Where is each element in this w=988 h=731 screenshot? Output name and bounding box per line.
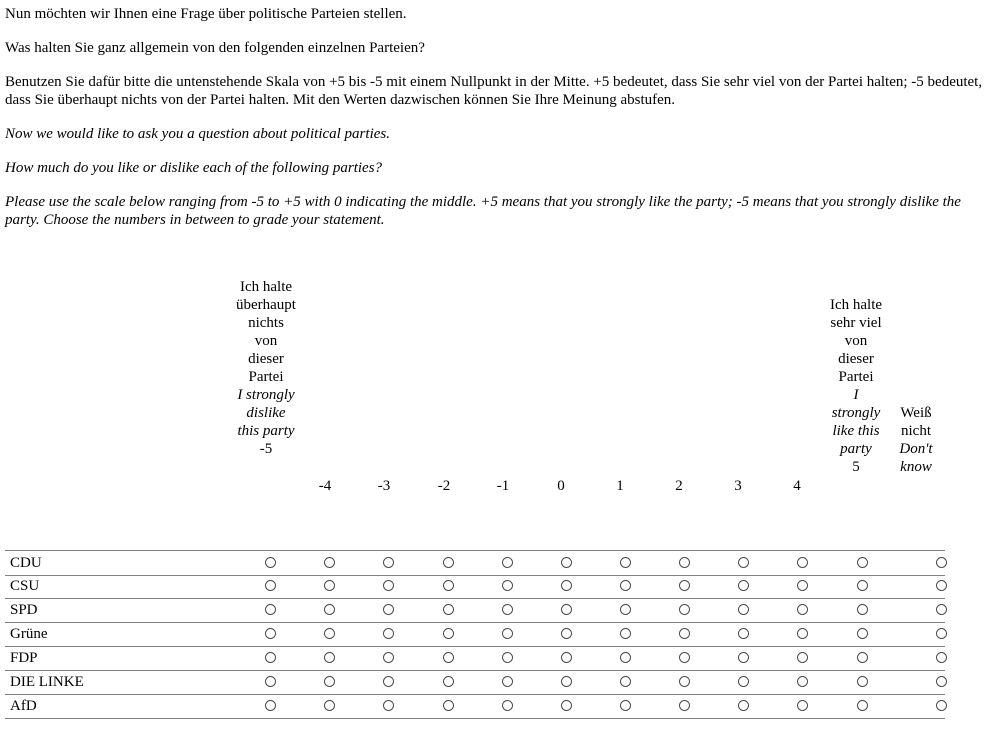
rating-radio-2[interactable] (679, 676, 690, 687)
rating-radio--3[interactable] (383, 652, 394, 663)
header-max-value: 5 (852, 459, 860, 475)
rating-radio--5[interactable] (265, 580, 276, 591)
rating-radio-3[interactable] (738, 580, 749, 591)
rating-radio-0[interactable] (561, 700, 572, 711)
party-label: FDP (10, 650, 38, 666)
rating-radio-1[interactable] (620, 676, 631, 687)
rating-radio--1[interactable] (502, 580, 513, 591)
header-min: Ich halte überhaupt nichts von dieser Partei I strongly dislike this party -5 (231, 278, 301, 458)
rating-radio-0[interactable] (561, 580, 572, 591)
table-row (5, 574, 945, 599)
rating-radio-3[interactable] (738, 700, 749, 711)
header-dont-know: Weiß nicht Don't know (899, 405, 933, 475)
rating-radio-0[interactable] (561, 557, 572, 568)
rating-radio--4[interactable] (324, 604, 335, 615)
rating-radio-1[interactable] (620, 628, 631, 639)
intro-de-1: Nun möchten wir Ihnen eine Frage über politische Parteien stellen. (5, 6, 407, 22)
rating-radio--4[interactable] (324, 628, 335, 639)
rating-radio--3[interactable] (383, 580, 394, 591)
rating-radio-1[interactable] (620, 580, 631, 591)
party-label: Grüne (10, 626, 48, 642)
rating-radio--1[interactable] (502, 557, 513, 568)
table-row (5, 598, 945, 623)
header-max: Ich halte sehr viel von dieser Partei I strongly like this party 5 (821, 296, 891, 476)
party-label: CDU (10, 555, 42, 571)
rating-radio-4[interactable] (797, 700, 808, 711)
intro-en-1: Now we would like to ask you a question about political parties. (5, 126, 390, 142)
scale-label: 1 (616, 478, 624, 494)
rating-radio--4[interactable] (324, 580, 335, 591)
rating-radio-1[interactable] (620, 557, 631, 568)
rating-radio-0[interactable] (561, 652, 572, 663)
rating-radio-4[interactable] (797, 652, 808, 663)
table-row (5, 646, 945, 671)
rating-radio-4[interactable] (797, 628, 808, 639)
scale-label: -2 (437, 478, 451, 494)
intro-en-2: How much do you like or dislike each of the following parties? (5, 160, 383, 176)
rating-radio-3[interactable] (738, 652, 749, 663)
table-row (5, 550, 945, 576)
party-label: AfD (10, 698, 37, 714)
intro-en-3: Please use the scale below ranging from -5 to +5 with 0 indicating the middle. +5 means that you strongly like the party; -5 means that you strongly dislike the party. Choose the numbers in between to grade your statement. (5, 194, 961, 228)
rating-radio--5[interactable] (265, 652, 276, 663)
rating-radio-dont-know[interactable] (936, 580, 947, 591)
intro-de-2: Was halten Sie ganz allgemein von den folgenden einzelnen Parteien? (5, 40, 425, 56)
rating-radio--4[interactable] (324, 700, 335, 711)
rating-radio--1[interactable] (502, 652, 513, 663)
rating-radio-dont-know[interactable] (936, 557, 947, 568)
scale-label: 3 (734, 478, 742, 494)
rating-radio-2[interactable] (679, 652, 690, 663)
rating-radio-3[interactable] (738, 604, 749, 615)
rating-radio--2[interactable] (443, 557, 454, 568)
rating-radio--1[interactable] (502, 700, 513, 711)
rating-radio--5[interactable] (265, 557, 276, 568)
rating-radio--2[interactable] (443, 604, 454, 615)
rating-radio-dont-know[interactable] (936, 676, 947, 687)
rating-radio-dont-know[interactable] (936, 628, 947, 639)
rating-radio-dont-know[interactable] (936, 700, 947, 711)
rating-radio--1[interactable] (502, 676, 513, 687)
rating-radio-5[interactable] (857, 580, 868, 591)
rating-radio--4[interactable] (324, 557, 335, 568)
rating-radio-0[interactable] (561, 676, 572, 687)
question-intro (5, 5, 987, 245)
rating-radio-5[interactable] (857, 628, 868, 639)
rating-radio--2[interactable] (443, 700, 454, 711)
rating-radio-1[interactable] (620, 604, 631, 615)
rating-radio-1[interactable] (620, 700, 631, 711)
rating-radio-5[interactable] (857, 604, 868, 615)
header-min-value: -5 (259, 441, 273, 457)
rating-radio-1[interactable] (620, 652, 631, 663)
rating-radio-4[interactable] (797, 580, 808, 591)
rating-radio--3[interactable] (383, 628, 394, 639)
table-row (5, 670, 945, 695)
table-row (5, 694, 945, 719)
rating-radio-0[interactable] (561, 604, 572, 615)
intro-de-3: Benutzen Sie dafür bitte die untenstehende Skala von +5 bis -5 mit einem Nullpunkt in der Mitte. +5 bedeutet, dass Sie sehr viel von der Partei halten; -5 bedeutet, dass Sie überhaupt nichts von der Partei halten. Mit den Werten dazwischen können Sie Ihre Meinung abstufen. (5, 74, 983, 108)
party-label: CSU (10, 578, 40, 594)
scale-label: 4 (793, 478, 801, 494)
rating-radio-4[interactable] (797, 557, 808, 568)
rating-radio-4[interactable] (797, 676, 808, 687)
rating-radio--5[interactable] (265, 700, 276, 711)
rating-radio-5[interactable] (857, 652, 868, 663)
scale-label: -4 (318, 478, 332, 494)
rating-radio-2[interactable] (679, 557, 690, 568)
rating-radio-2[interactable] (679, 580, 690, 591)
rating-radio-5[interactable] (857, 557, 868, 568)
rating-radio--1[interactable] (502, 604, 513, 615)
rating-radio-2[interactable] (679, 604, 690, 615)
rating-radio-2[interactable] (679, 700, 690, 711)
party-label: DIE LINKE (10, 674, 84, 690)
rating-radio-3[interactable] (738, 628, 749, 639)
rating-radio-3[interactable] (738, 557, 749, 568)
rating-radio-3[interactable] (738, 676, 749, 687)
rating-radio-dont-know[interactable] (936, 652, 947, 663)
party-label: SPD (10, 602, 38, 618)
rating-radio-dont-know[interactable] (936, 604, 947, 615)
rating-radio--3[interactable] (383, 700, 394, 711)
rating-radio--4[interactable] (324, 676, 335, 687)
rating-radio--3[interactable] (383, 676, 394, 687)
rating-radio--2[interactable] (443, 652, 454, 663)
scale-label: -3 (377, 478, 391, 494)
rating-radio--5[interactable] (265, 604, 276, 615)
rating-radio--5[interactable] (265, 628, 276, 639)
rating-radio--5[interactable] (265, 676, 276, 687)
scale-label: 2 (675, 478, 683, 494)
rating-radio--2[interactable] (443, 676, 454, 687)
rating-radio-5[interactable] (857, 700, 868, 711)
rating-radio-5[interactable] (857, 676, 868, 687)
table-row (5, 622, 945, 647)
rating-radio-0[interactable] (561, 628, 572, 639)
rating-radio--3[interactable] (383, 557, 394, 568)
rating-radio--3[interactable] (383, 604, 394, 615)
rating-radio--2[interactable] (443, 628, 454, 639)
rating-radio-4[interactable] (797, 604, 808, 615)
rating-radio--2[interactable] (443, 580, 454, 591)
rating-radio-2[interactable] (679, 628, 690, 639)
scale-label: 0 (557, 478, 565, 494)
scale-label: -1 (496, 478, 510, 494)
rating-radio--4[interactable] (324, 652, 335, 663)
rating-radio--1[interactable] (502, 628, 513, 639)
